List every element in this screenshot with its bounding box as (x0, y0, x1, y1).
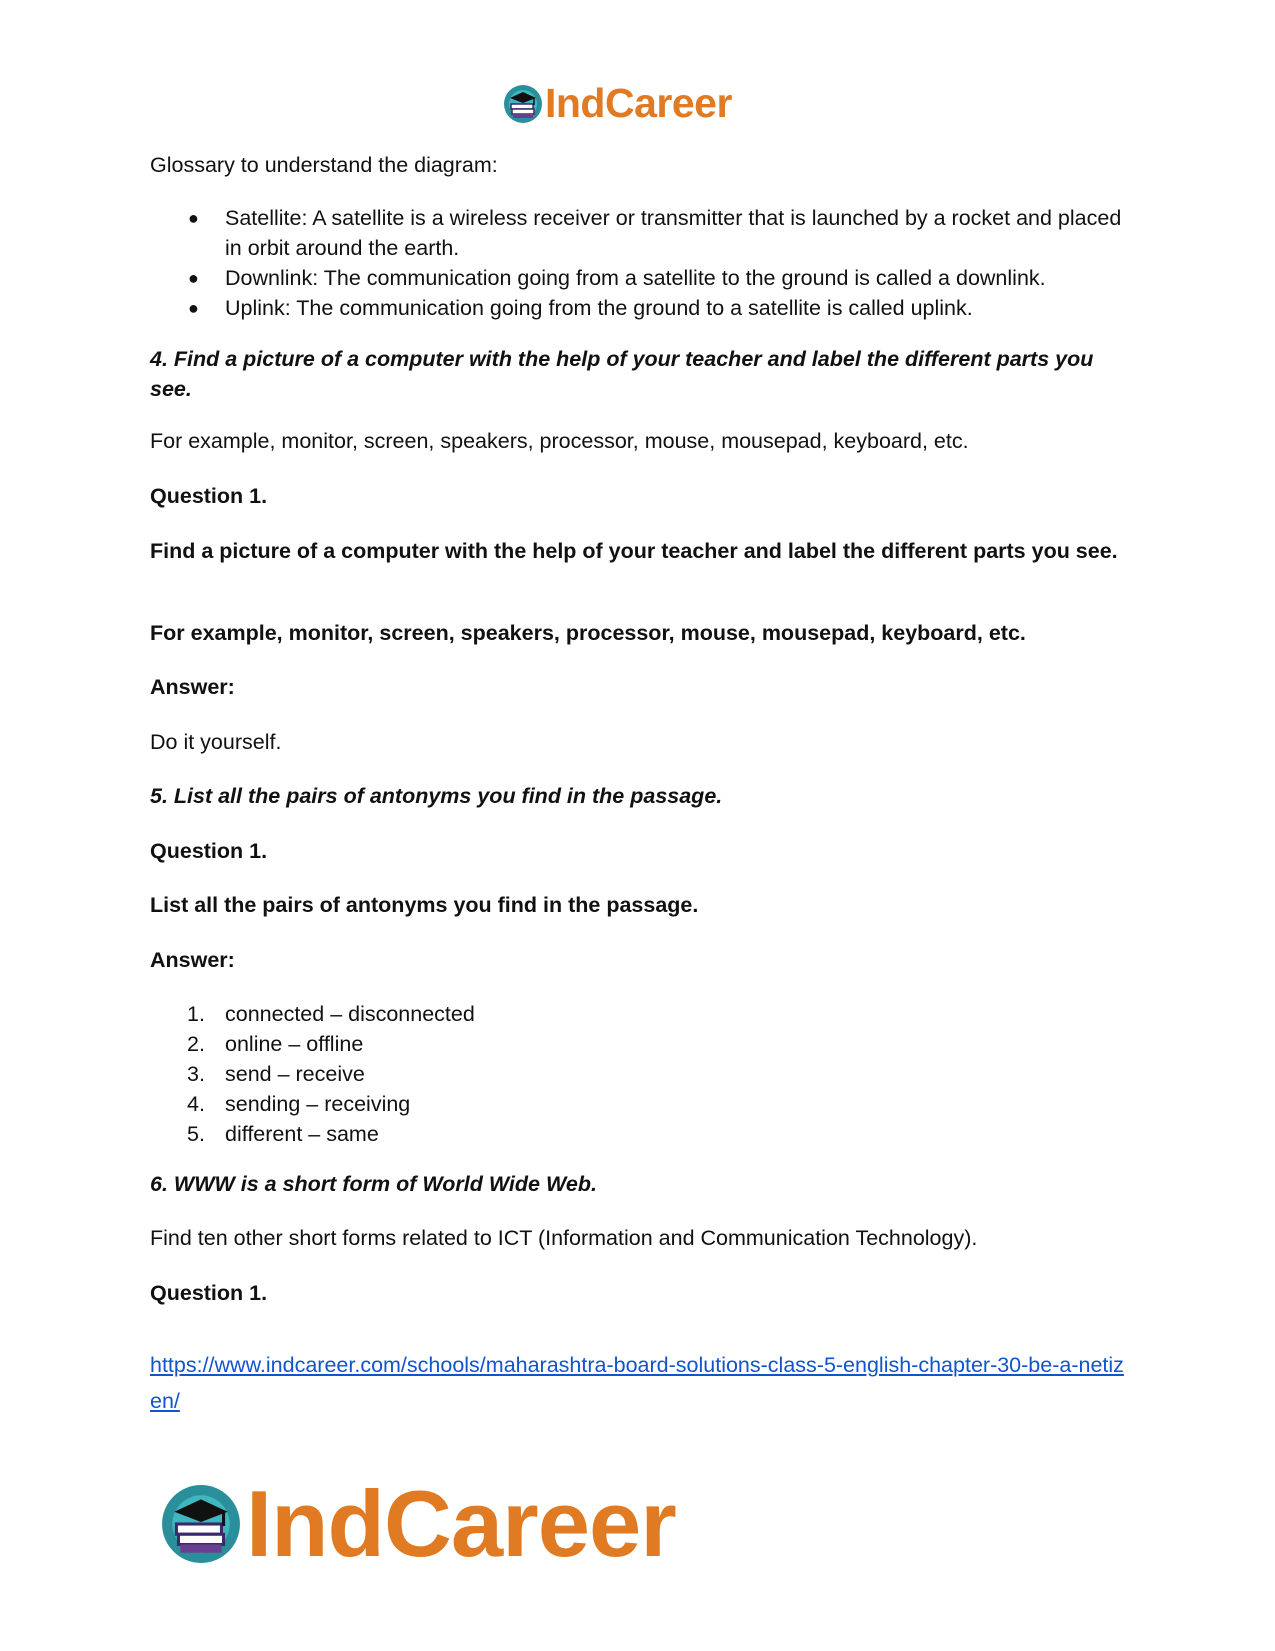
section5-question-text: List all the pairs of antonyms you find in the passage. (150, 893, 699, 917)
section4-answer-label: Answer: (150, 675, 235, 699)
graduation-book-icon (160, 1483, 242, 1565)
section4-example: For example, monitor, screen, speakers, processor, mouse, mousepad, keyboard, etc. (150, 429, 969, 453)
glossary-list (150, 203, 1130, 323)
section4-heading: 4. Find a picture of a computer with the help of your teacher and label the different parts you see. (150, 347, 1094, 401)
bullet-icon: ● (188, 298, 199, 318)
list-item: 2. online – offline (187, 1032, 364, 1056)
section6-heading: 6. WWW is a short form of World Wide Web. (150, 1172, 597, 1196)
list-item: ● Satellite: A satellite is a wireless receiver or transmitter that is launched by a rocket and placed in orbit around the earth. (150, 203, 1130, 263)
section4-question-label: Question 1. (150, 484, 268, 508)
list-item: 5. different – same (187, 1122, 379, 1146)
section4-answer-text: Do it yourself. (150, 730, 282, 754)
antonym-list (150, 999, 1130, 1149)
section4-question-example: For example, monitor, screen, speakers, processor, mouse, mousepad, keyboard, etc. (150, 621, 1026, 645)
section6-question-label: Question 1. (150, 1281, 268, 1305)
list-item: ● Uplink: The communication going from the ground to a satellite is called uplink. (150, 293, 1130, 323)
section4-question-text: Find a picture of a computer with the help of your teacher and label the different parts you see. (150, 539, 1118, 563)
list-item: 1. connected – disconnected (187, 1002, 475, 1026)
bullet-icon: ● (188, 208, 199, 228)
section6-text: Find ten other short forms related to ICT (Information and Communication Technology). (150, 1226, 978, 1250)
footer-logo-text: IndCareer (246, 1471, 676, 1576)
section5-question-label: Question 1. (150, 839, 268, 863)
graduation-book-icon (503, 84, 543, 124)
list-item: 3. send – receive (187, 1062, 365, 1086)
header-logo-text: IndCareer (545, 80, 732, 126)
header-logo (503, 80, 732, 127)
footer-logo (160, 1470, 676, 1578)
list-item: 4. sending – receiving (187, 1092, 411, 1116)
list-item: ● Downlink: The communication going from a satellite to the ground is called a downlink. (150, 263, 1130, 293)
section5-answer-label: Answer: (150, 948, 235, 972)
section5-heading: 5. List all the pairs of antonyms you find in the passage. (150, 784, 723, 808)
source-link[interactable]: https://www.indcareer.com/schools/maharashtra-board-solutions-class-5-english-chapter-30-be-a-netizen/ (150, 1353, 1124, 1413)
glossary-intro: Glossary to understand the diagram: (150, 153, 498, 177)
bullet-icon: ● (188, 268, 199, 288)
